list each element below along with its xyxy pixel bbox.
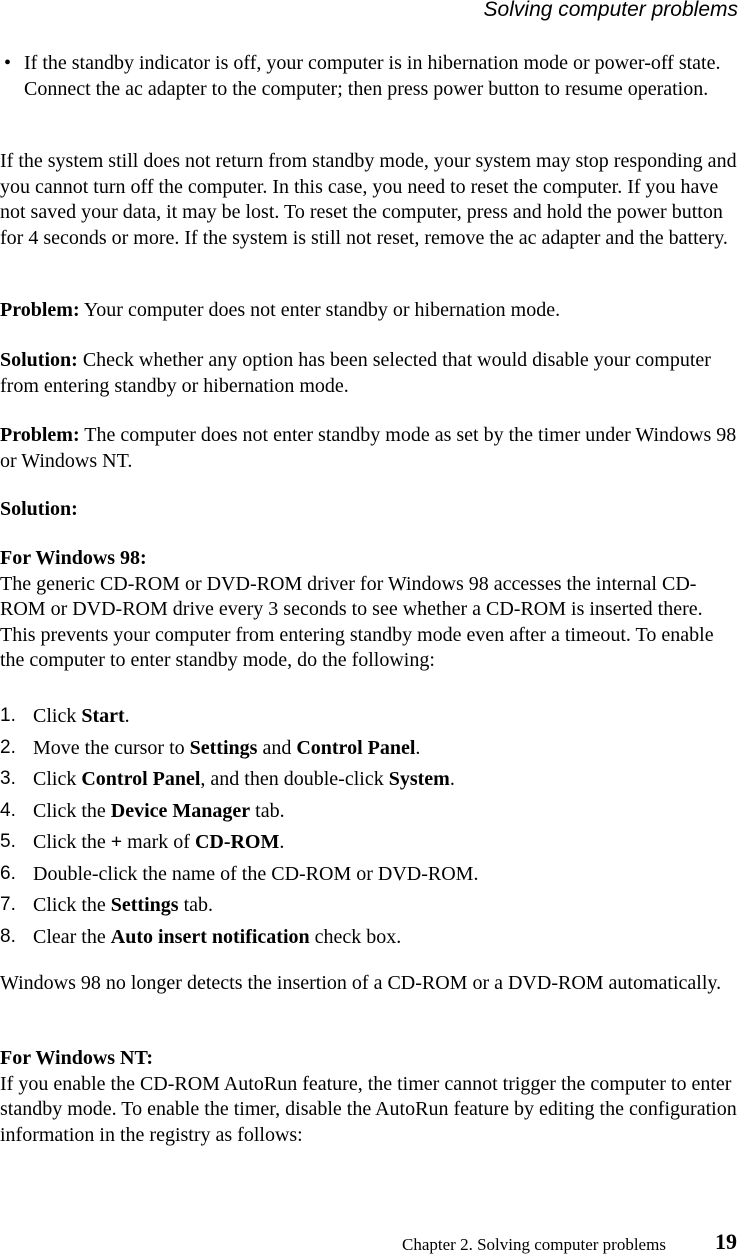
windows98-steps-list xyxy=(0,703,730,955)
solution-label: Solution: xyxy=(0,498,78,520)
step-text xyxy=(33,924,401,950)
reset-paragraph: If the system still does not return from standby mode, your system may stop responding and you cannot turn off the computer. In this case, you need to reset the computer. If you have not saved your data, it may be lost. To reset the computer, press and hold the power button for 4 seconds or more. If the system is still not reset, remove the ac adapter and the battery. xyxy=(0,150,737,249)
standby-bullet xyxy=(4,51,738,102)
step-emphasis: System xyxy=(388,768,450,790)
step-fragment: Clear the xyxy=(33,925,111,948)
solution-standby-hibernation xyxy=(0,348,738,399)
step-number: 8. xyxy=(0,925,16,947)
step-item xyxy=(0,703,730,735)
step-text xyxy=(33,829,284,855)
problem-text: Your computer does not enter standby or hibernation mode. xyxy=(79,299,561,321)
step-emphasis: Device Manager xyxy=(110,799,251,822)
step-number: 7. xyxy=(0,894,16,915)
step-emphasis: CD-ROM xyxy=(194,831,280,853)
step-number: 1. xyxy=(0,705,16,726)
step-emphasis: Settings xyxy=(189,736,258,759)
step-fragment: mark of xyxy=(122,831,195,853)
step-number: 2. xyxy=(0,736,16,758)
step-item xyxy=(0,735,730,767)
step-fragment: tab. xyxy=(250,799,285,822)
windows98-section xyxy=(0,546,738,674)
step-fragment: check box. xyxy=(309,925,402,948)
solution-label: Solution: xyxy=(0,349,78,371)
step-emphasis: Start xyxy=(81,705,125,727)
solution-timer-heading xyxy=(0,497,738,523)
step-fragment: Double-click the name of the CD-ROM or DVD-ROM. xyxy=(33,862,479,885)
step-item xyxy=(0,798,730,830)
problem-label: Problem: xyxy=(0,424,80,446)
step-emphasis: Auto insert notification xyxy=(110,925,310,948)
step-text xyxy=(33,798,285,824)
step-fragment: Click the xyxy=(33,894,111,916)
step-fragment: . xyxy=(415,736,421,759)
step-text xyxy=(33,735,420,761)
step-item xyxy=(0,924,730,956)
step-number: 3. xyxy=(0,768,16,789)
step-fragment: Click the xyxy=(33,799,111,822)
step-text xyxy=(33,861,478,887)
page-number: 19 xyxy=(715,1229,737,1254)
running-head: Solving computer problems xyxy=(483,0,738,21)
step-text xyxy=(33,892,213,918)
step-item xyxy=(0,829,730,861)
step-fragment: Click xyxy=(33,705,82,727)
bullet-text: If the standby indicator is off, your computer is in hibernation mode or power-off state. Connect the ac adapter to the computer; then press power button to resume operation. xyxy=(24,52,721,100)
step-fragment: , and then double-click xyxy=(200,768,389,790)
step-fragment: . xyxy=(124,705,130,727)
step-fragment: and xyxy=(257,736,297,759)
step-fragment: Move the cursor to xyxy=(33,736,190,759)
after-steps-paragraph: Windows 98 no longer detects the insertion of a CD-ROM or a DVD-ROM automatically. xyxy=(0,972,722,994)
windowsnt-text: If you enable the CD-ROM AutoRun feature, the timer cannot trigger the computer to enter standby mode. To enable the timer, disable the AutoRun feature by editing the configuration information in the registry as follows: xyxy=(0,1072,737,1146)
solution-text: Check whether any option has been selected that would disable your computer from entering standby or hibernation mode. xyxy=(0,349,711,397)
step-fragment: Click the xyxy=(33,831,111,853)
step-number: 4. xyxy=(0,799,16,821)
step-item xyxy=(0,766,730,798)
step-text xyxy=(33,703,130,729)
step-fragment: . xyxy=(449,768,455,790)
windowsnt-heading: For Windows NT: xyxy=(0,1047,153,1069)
step-item xyxy=(0,861,730,893)
step-emphasis: Settings xyxy=(110,894,179,916)
step-fragment: tab. xyxy=(178,894,213,916)
windows98-text: The generic CD-ROM or DVD-ROM driver for Windows 98 accesses the internal CD-ROM or DVD-ROM drive every 3 seconds to see whether a CD-ROM is inserted there. This prevents your computer from entering standby mode even after a timeout. To enable the computer to enter standby mode, do the following: xyxy=(0,572,714,672)
step-text xyxy=(33,766,455,792)
problem-timer xyxy=(0,423,738,474)
windowsnt-section xyxy=(0,1046,738,1148)
bullet-mark: • xyxy=(4,52,12,74)
problem-standby-hibernation xyxy=(0,298,738,324)
footer-chapter: Chapter 2. Solving computer problems xyxy=(402,1235,666,1254)
step-number: 5. xyxy=(0,831,16,852)
problem-text: The computer does not enter standby mode as set by the timer under Windows 98 or Windows NT. xyxy=(0,424,737,472)
windows98-heading: For Windows 98: xyxy=(0,547,147,569)
step-number: 6. xyxy=(0,862,16,884)
problem-label: Problem: xyxy=(0,299,80,321)
step-emphasis: Control Panel xyxy=(296,736,416,759)
step-emphasis: + xyxy=(110,831,123,853)
step-fragment: . xyxy=(279,831,285,853)
step-fragment: Click xyxy=(33,768,82,790)
step-item xyxy=(0,892,730,924)
step-emphasis: Control Panel xyxy=(81,768,201,790)
